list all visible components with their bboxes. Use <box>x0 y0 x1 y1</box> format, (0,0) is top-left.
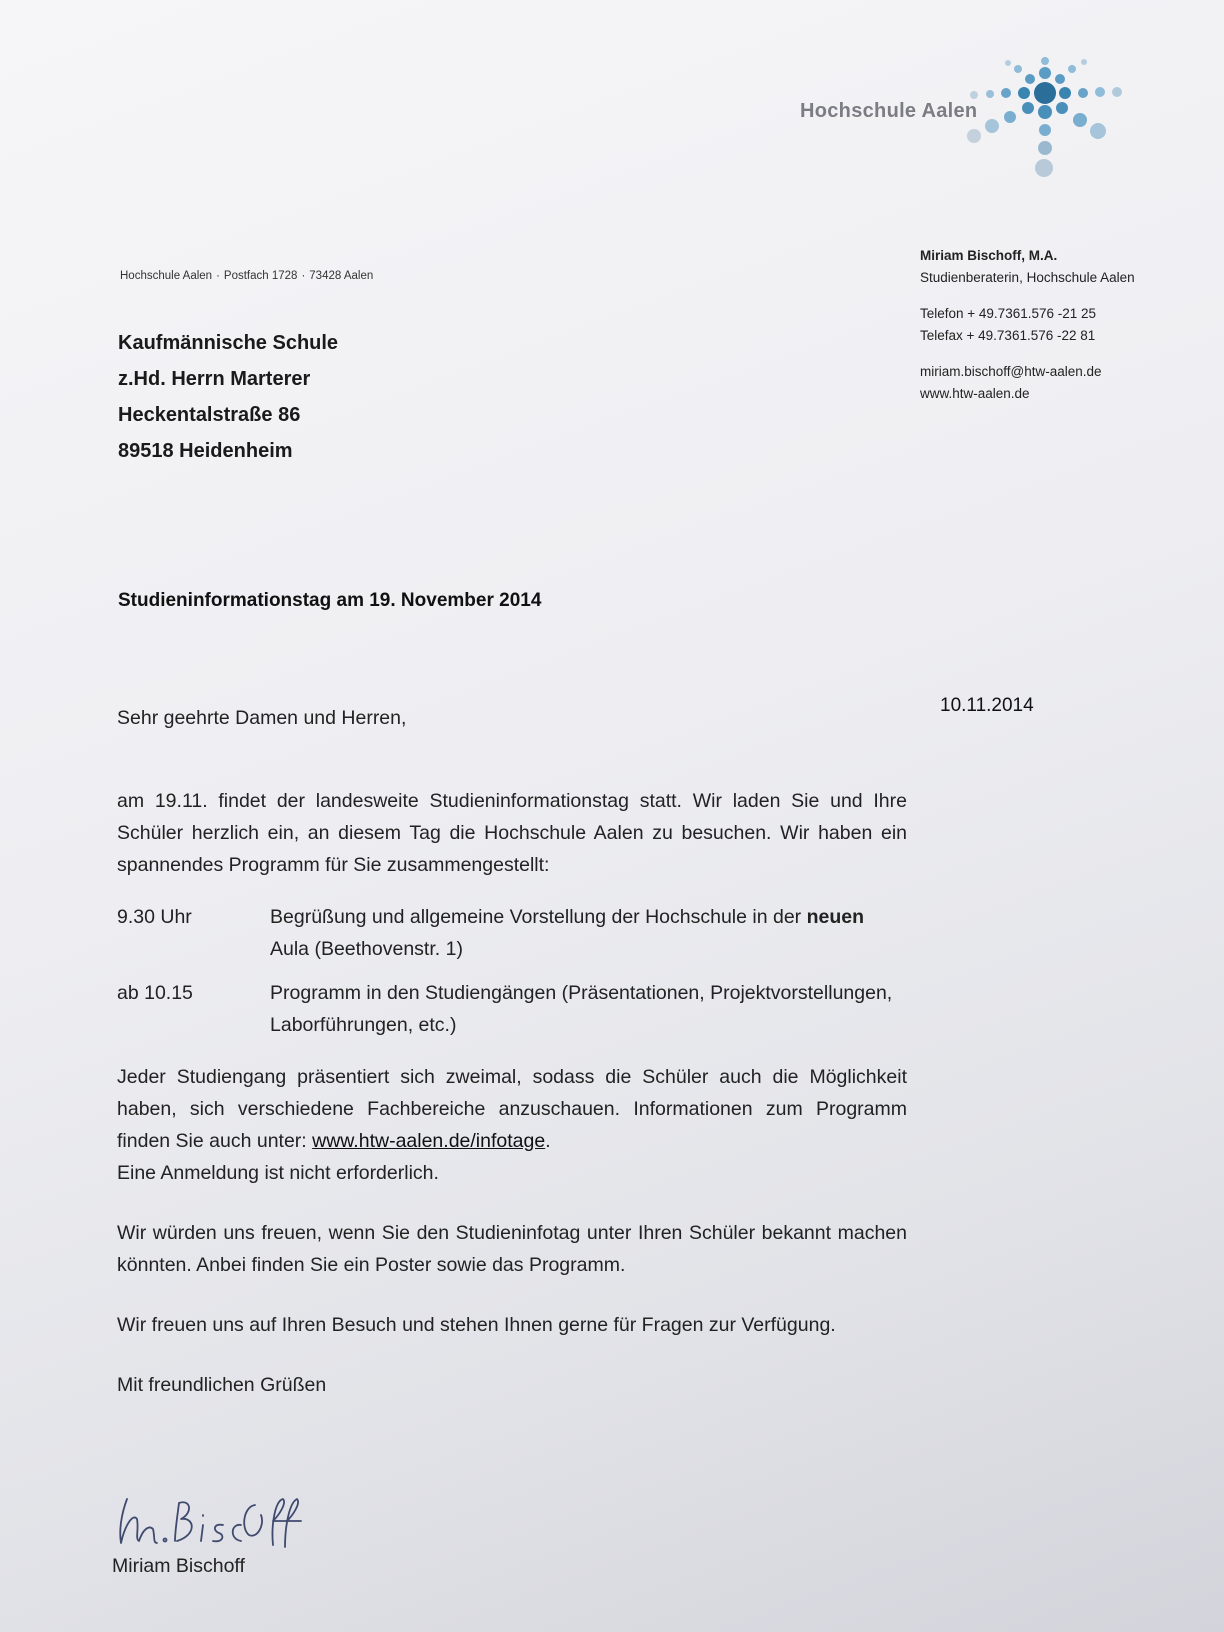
signer-name: Miriam Bischoff <box>112 1555 245 1577</box>
salutation: Sehr geehrte Damen und Herren, <box>117 707 407 729</box>
program-desc-bold: neuen <box>806 906 865 928</box>
closing-greeting: Mit freundlichen Grüßen <box>117 1374 327 1396</box>
sender-website: www.htw-aalen.de <box>920 386 1030 401</box>
visit-paragraph: Wir freuen uns auf Ihren Besuch und stehen Ihnen gerne für Fragen zur Verfügung. <box>117 1314 836 1336</box>
program-info-text: Jeder Studiengang präsentiert sich zweimal, sodass die Schüler auch die Möglichkeit haben, sich verschiedene Fachbereiche anzuschauen. Informationen zum Programm finden Sie auch unter: <box>117 1066 907 1152</box>
intro-paragraph: am 19.11. findet der landesweite Studieninformationstag statt. Wir laden Sie und Ihre Schüler herzlich ein, an diesem Tag die Hochschule Aalen zu besuchen. Wir haben ein spannendes Programm für Sie zusammengestellt: <box>117 790 907 876</box>
sender-name: Miriam Bischoff, M.A. <box>920 248 1058 263</box>
sender-phone: Telefon + 49.7361.576 -21 25 <box>920 306 1097 321</box>
registration-note: Eine Anmeldung ist nicht erforderlich. <box>117 1162 439 1184</box>
return-address: Hochschule Aalen · Postfach 1728 · 73428 Aalen <box>120 270 374 282</box>
program-time: 9.30 Uhr <box>117 906 192 928</box>
program-schedule <box>117 901 907 1041</box>
recipient-line-3: Heckentalstraße 86 <box>118 404 301 426</box>
sender-info <box>920 245 1135 405</box>
program-info-text: . <box>545 1130 551 1152</box>
letter-date: 10.11.2014 <box>940 695 1034 716</box>
program-desc-text: Aula (Beethovenstr. 1) <box>270 938 463 960</box>
infotage-link[interactable]: www.htw-aalen.de/infotage <box>312 1130 546 1152</box>
recipient-line-2: z.Hd. Herrn Marterer <box>118 368 311 390</box>
sender-fax: Telefax + 49.7361.576 -22 81 <box>920 328 1096 343</box>
letter-body <box>117 785 907 1401</box>
return-institution: Hochschule Aalen <box>120 270 213 282</box>
letter-subject: Studieninformationstag am 19. November 2014 <box>118 590 542 611</box>
signature-drawing <box>115 1485 305 1555</box>
university-logo <box>800 55 1150 185</box>
logo-text: Hochschule Aalen <box>800 100 978 122</box>
program-description <box>270 977 907 1041</box>
sender-email: miriam.bischoff@htw-aalen.de <box>920 364 1102 379</box>
program-info-paragraph <box>117 1061 907 1157</box>
sender-role: Studienberaterin, Hochschule Aalen <box>920 270 1135 285</box>
program-description <box>270 901 907 965</box>
recipient-line-4: 89518 Heidenheim <box>118 440 293 462</box>
program-desc-text: Begrüßung und allgemeine Vorstellung der Hochschule in der <box>270 906 807 928</box>
program-desc-text: Programm in den Studiengängen (Präsentationen, Projektvorstellungen, Laborführungen, etc.) <box>270 982 893 1036</box>
poster-paragraph: Wir würden uns freuen, wenn Sie den Studieninfotag unter Ihren Schüler bekannt machen könnten. Anbei finden Sie ein Poster sowie das Programm. <box>117 1222 907 1276</box>
return-city: 73428 Aalen <box>309 270 374 282</box>
handwritten-signature <box>115 1485 305 1560</box>
recipient-line-1: Kaufmännische Schule <box>118 332 339 354</box>
program-time: ab 10.15 <box>117 982 193 1004</box>
logo-starburst-icon <box>940 55 1150 185</box>
recipient-address <box>118 325 338 469</box>
return-postbox: Postfach 1728 <box>223 270 298 282</box>
